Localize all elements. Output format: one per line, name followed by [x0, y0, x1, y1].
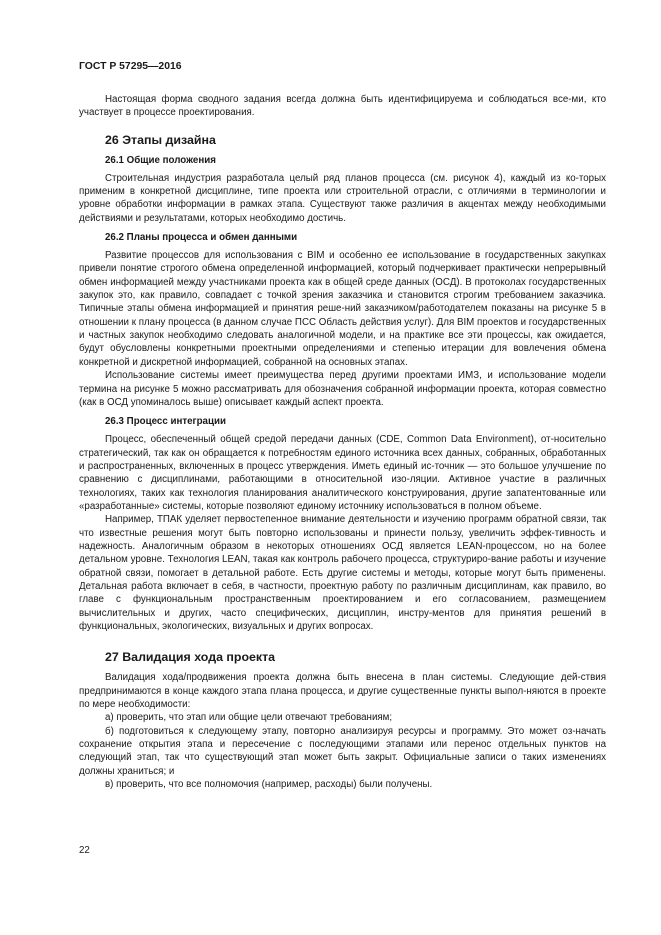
section-26-2-heading: 26.2 Планы процесса и обмен данными [105, 232, 298, 244]
section-26-1-paragraph: Строительная индустрия разработала целый ряд планов процесса (см. рисунок 4), каждый из ко-торых применим в конкретной дисциплине, типе проекта или строительной отрасли, с отличиями в терминологии и уровне обработки информации в рамках этапа. Существуют также различия в акцентах между необходимыми действиями и результатами, которых необходимо достичь. [79, 172, 606, 224]
list-item-a: а) проверить, что этап или общие цели отвечают требованиям; [105, 712, 393, 724]
list-item-c: в) проверить, что все полномочия (например, расходы) были получены. [105, 779, 433, 791]
intro-paragraph: Настоящая форма сводного задания всегда должна быть идентифицируема и соблюдаться все-ми, кто участвует в процессе проектирования. [79, 94, 606, 119]
page-number: 22 [79, 845, 90, 856]
section-27-paragraph: Валидация хода/продвижения проекта должна быть внесена в план системы. Следующие дей-ствия предпринимаются в конце каждого этапа плана процесса, и другие существенные пункты выпол-няются в проекте по мере необходимости: [79, 672, 606, 711]
section-26-2-paragraph-1: Развитие процессов для использования с BIM и особенно ее использование в государственных закупках привели понятие строгого обмена определенной информацией, который подчеркивает практически непрерывный обмен информацией между участниками проекта как в общей среде данных (ОСД). В протоколах государственных закупок это, как правило, совпадает с точкой зрения заказчика и становится строгим требованием заказчика. Типичные этапы обмена информацией и принятия реше-ний заказчиком/работодателем показаны на рисунке 5 в отношении к плану процесса (в данном случае ПСС Область действия услуг). Для BIM проектов и государственных и частных закупок необходимо следовать аналогичной модели, и на практике все эти процессы, как ожидается, будут обусловлены конкретными проектными определениями и степенью итерации для вовлечения обмена конкретной и дискретной информацией, собранной на основных этапах. [79, 250, 606, 368]
section-26-heading: 26 Этапы дизайна [105, 132, 216, 147]
section-26-3-paragraph-2: Например, ТПАК уделяет первостепенное внимание деятельности и изучению программ обратной связи, так что известные решения могут быть повторно использованы и принести пользу, увеличить эффек-тивность и надежность. Аналогичным образом в некоторых отношениях ОСД является LEAN-процессом, но на более детальном уровне. Технология LEAN, такая как контроль рабочего процесса, структуриро-вание работы и изучение обратной связи, помогает в детальной работе. Есть другие системы и методы, которые могут быть применены. Детальная работа включает в себя, в частности, проектную работу по различным дисциплинам, как правило, во главе с функциональным пространственным проектированием и его согласованием, размещением вычислительных и других, часто специфических, дисциплин, инстру-ментов для принятия решений в функциональных, экологических, визуальных и других вопросах. [79, 514, 606, 632]
section-27-heading: 27 Валидация хода проекта [105, 650, 276, 665]
document-standard-header: ГОСТ Р 57295—2016 [79, 61, 182, 72]
section-26-3-heading: 26.3 Процесс интеграции [105, 416, 226, 428]
list-item-b: б) подготовиться к следующему этапу, повторно анализируя ресурсы и программу. Это может оз-начать сохранение открытия этапа и пересечение с последующими этапами или перенос отдельных пунктов на следующий этап, так что существующий этап может быть закрыт. Официальные записи о таких изменениях должны храниться; и [79, 725, 606, 777]
section-26-2-paragraph-2: Использование системы имеет преимущества перед другими проектами ИМЗ, и использование модели термина на рисунке 5 можно рассматривать для обозначения собранной информации проекта, которая совместно (как в ОСД упоминалось выше) описывает каждый аспект проекта. [79, 370, 606, 408]
page-content [79, 93, 606, 791]
section-26-3-paragraph-1: Процесс, обеспеченный общей средой передачи данных (CDE, Common Data Environment), от-носительно стратегический, так как он обращается к потребностям единого источника всех данных, собранных, обработанных и распространенных, включенных в процесс утверждения. Иметь единый ис-точник — это большое улучшение по сравнению с дисциплинами, работающими в относительной изо-ляции. Активное участие в различных технологиях, таких как технология планирования аналитического конструирования, другие запатентованные или «разработанные» системы, которые позволяют единому источнику использоваться в полном объеме. [79, 434, 606, 512]
section-26-1-heading: 26.1 Общие положения [105, 154, 216, 166]
